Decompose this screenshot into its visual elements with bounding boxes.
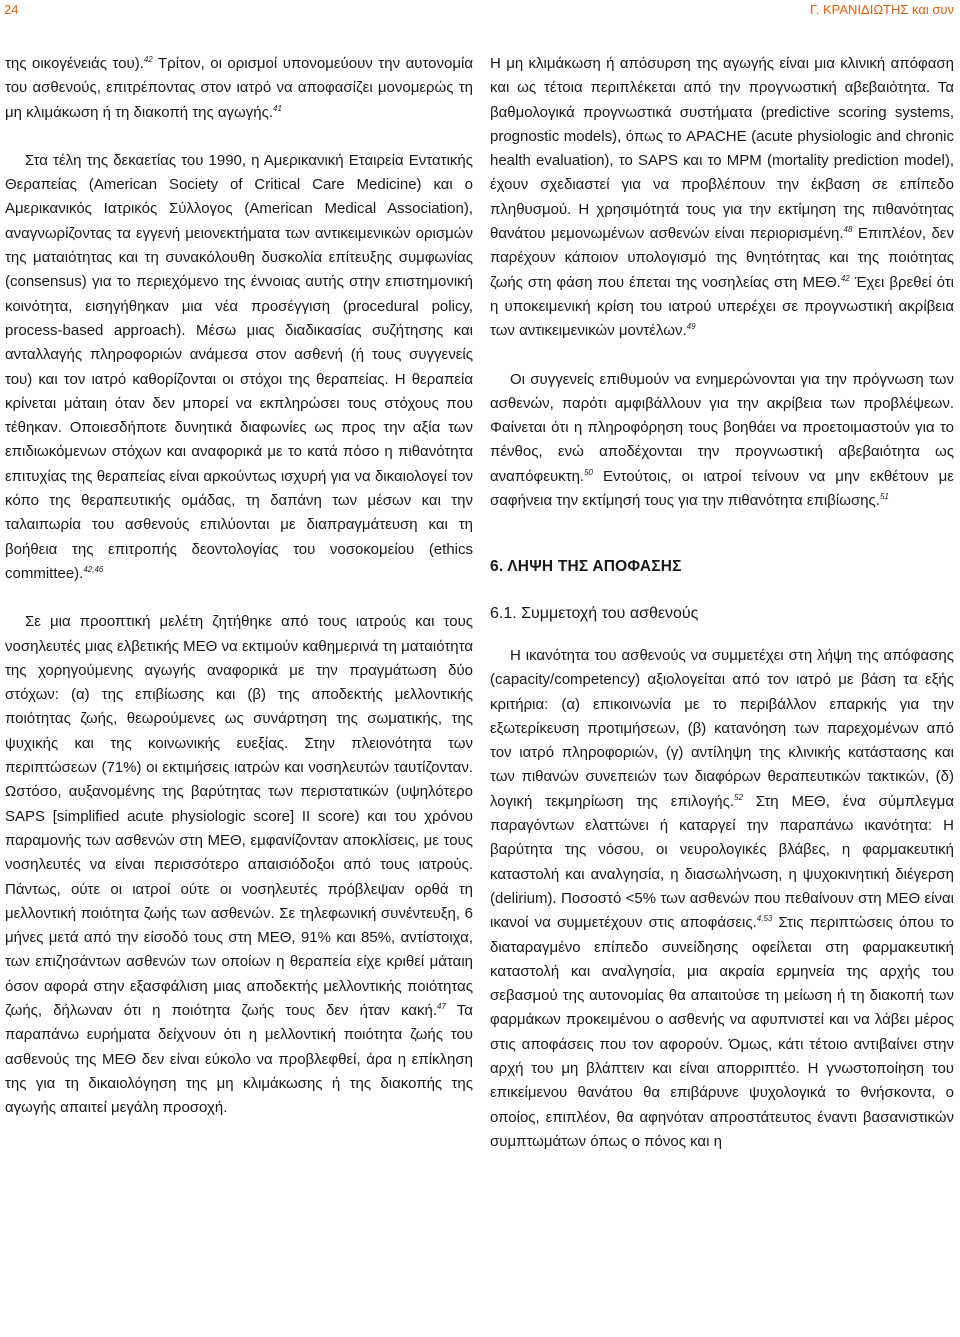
section-heading: 6. ΛΗΨΗ ΤΗΣ ΑΠΟΦΑΣΗΣ (490, 558, 682, 576)
page-number: 24 (4, 2, 19, 17)
paragraph: Οι συγγενείς επιθυμούν να ενημερώνονται για την πρόγνωση των ασθενών, παρότι αμφιβάλλουν για την ακρίβεια των προβλέψεων. Φαίνεται ότι η πληροφόρηση τους βοηθάει να προετοιμαστούν για το πένθος, ενώ αποδέχονται την προγνωστική αβεβαιότητα ως αναπόφευκτη.$^{50}$ Εντούτοις, οι ιατροί τείνουν να μην εκθέτουν με σαφήνεια την εκτίμησή τους για την πιθανότητα επιβίωσης.$^{51}$ (490, 370, 954, 510)
paragraph: Στα τέλη της δεκαετίας του 1990, η Αμερικανική Εταιρεία Εντατικής Θεραπείας (American Society of Critical Care Medicine) και ο Αμερικανικός Ιατρικός Σύλλογος (American Medical Association), αναγνωρίζοντας τα εγγενή μειονεκτήματα των αντικειμενικών ορισμών της ματαιότητας και τη συνακόλουθη δυσκολία επίτευξης συμφωνίας (consensus) για το περιεχόμενο της έννοιας αυτής στην επιστημονική κοινότητα, εισηγήθηκαν μια νέα προσέγγιση (procedural policy, process-based approach). Μέσω μιας διαδικασίας συζήτησης και ανταλλαγής πληροφοριών ανάμεσα στον ασθενή (ή τους συγγενείς του) και τον ιατρό καθορίζονται οι στόχοι της θεραπείας. Η θεραπεία κρίνεται μάταιη όταν δεν μπορεί να εκπληρώσει τους στόχους που τέθηκαν. Οποιεσδήποτε δυνητικά διαφωνίες ως προς την αξία των επιδιωκόμενων στόχων και αναφορικά με το κατά πόσο η πιθανότητα επιτυχίας της θεραπείας είναι αρκούντως ισχυρή για να δικαιολογεί τον κόπο της θεραπευτικής ομάδας, τη δαπάνη των μέσων και την ταλαιπωρία του ασθενούς επιλύονται με διαπραγμάτευση και τη βοήθεια της επιτροπής δεοντολογίας του νοσοκομείου (ethics committee).$^{42,46}$ (5, 151, 473, 582)
paragraph: Η μη κλιμάκωση ή απόσυρση της αγωγής είναι μια κλινική απόφαση και ως τέτοια περιπλέκεται από την προγνωστική αβεβαιότητα. Τα βαθμολογικά προγνωστικά συστήματα (predictive scoring systems, prognostic models), όπως το APACHE (acute physiologic and chronic health evaluation), το SAPS και το MPM (mortality prediction model), έχουν σχεδιαστεί για να προβλέπουν την έκβαση σε επίπεδο πληθυσμού. Η χρησιμότητά τους για την εκτίμηση της πιθανότητας θανάτου μεμονωμένων ασθενών είναι περιορισμένη.$^{48}$ Επιπλέον, δεν παρέχουν κάποιον υπολογισμό της θνητότητας και της ποιότητας ζωής στη φάση που έπεται της νοσηλείας στη ΜΕΘ.$^{42}$ Έχει βρεθεί ότι η υποκειμενική κρίση του ιατρού υπερέχει σε προγνωστική ακρίβεια των αντικειμενικών μοντέλων.$^{49}$ (490, 55, 954, 340)
right-column (490, 52, 954, 1154)
paragraph: Σε μια προοπτική μελέτη ζητήθηκε από τους ιατρούς και τους νοσηλευτές μιας ελβετικής ΜΕΘ να εκτιμούν καθημερινά τη ματαιότητα της χορηγούμενης αγωγής αναφορικά με την πραγμάτωση δύο στόχων: (α) της επιβίωσης και (β) της αποδεκτής μελλοντικής ποιότητας ζωής, θεωρούμενες ως συνάρτηση της σωματικής, της ψυχικής και της κοινωνικής ευεξίας. Στην πλειονότητα των περιπτώσεων (71%) οι εκτιμήσεις ιατρών και νοσηλευτών ταυτίζονταν. Ωστόσο, αυξανομένης της βαρύτητας των περιστατικών (υψηλότερο SAPS [simplified acute physiologic score] II score) και του χρόνου παραμονής των ασθενών στη ΜΕΘ, εμφανίζονταν αποκλίσεις, με τους νοσηλευτές να είναι περισσότερο απαισιόδοξοι από τους ιατρούς. Πάντως, ούτε οι ιατροί ούτε οι νοσηλευτές πρόβλεψαν ορθά τη μελλοντική ποιότητα ζωής των ασθενών. Σε τηλεφωνική συνέντευξη, 6 μήνες μετά από την είσοδό τους στη ΜΕΘ, 91% και 85%, αντίστοιχα, των επιζησάντων ασθενών των οποίων η θεραπεία είχε κριθεί μάταιη όσον αφορά στην εξασφάλιση μιας αποδεκτής μελλοντικής ποιότητας ζωής, δήλωναν ότι η ποιότητα ζωής τους δεν ήταν κακή.$^{47}$ Τα παραπάνω ευρήματα δείχνουν ότι η μελλοντική ποιότητα ζωής του ασθενούς της ΜΕΘ δεν είναι εύκολο να προβλεφθεί, άρα η επίκληση της για τη δικαιολόγηση της μη κλιμάκωσης ή της διακοπής της αγωγής απαιτεί μεγάλη προσοχή. (5, 613, 473, 1117)
running-head: Γ. ΚΡΑΝΙΔΙΩΤΗΣ και συν (810, 2, 954, 17)
paragraph: Η ικανότητα του ασθενούς να συμμετέχει στη λήψη της απόφασης (capacity/competency) αξιολογείται από τον ιατρό με βάση τα εξής κριτήρια: (α) επικοινωνία με το περιβάλλον επαρκής για την εξωτερίκευση προτιμήσεων, (β) κατανόηση των παρεχομένων από τον ιατρό πληροφοριών, (γ) αντίληψη της κλινικής κατάστασης και των πιθανών συνεπειών των διαφόρων θεραπευτικών τακτικών, (δ) λογική τεκμηρίωση της επιλογής.$^{52}$ Στη ΜΕΘ, ένα σύμπλεγμα παραγόντων ελαττώνει ή καταργεί την παραπάνω ικανότητα: Η βαρύτητα της νόσου, οι νευρολογικές βλάβες, η φαρμακευτική καταστολή και αναλγησία, η διασωλήνωση, η ψυχοκινητική διέγερση (delirium). Ποσοστό <5% των ασθενών που πεθαίνουν στη ΜΕΘ είναι ικανοί να συμμετέχουν στις αποφάσεις.$^{4,53}$ Στις περιπτώσεις όπου το διαταραγμένο επίπεδο συνείδησης οφείλεται στη φαρμακευτική καταστολή και αναλγησία, μια ακραία ερμηνεία της αρχής του σεβασμού της αυτονομίας θα απαιτούσε τη μείωση ή τη διακοπή των φαρμάκων προκειμένου ο ασθενής να αφυπνιστεί και να λάβει μέρος στις αποφάσεις που τον αφορούν. Όμως, κάτι τέτοιο αντιβαίνει στην αρχή του μη βλάπτειν και είναι απορριπτέο. Η γνωστοποίηση του επικείμενου θανάτου θα επιβάρυνε ψυχολογικά το θνήσκοντα, ο οποίος, επιπλέον, θα αφηνόταν απροστάτευτος έναντι βασανιστικών συμπτωμάτων όπως ο πόνος και η (490, 646, 954, 1150)
subsection-heading: 6.1. Συμμετοχή του ασθενούς (490, 604, 699, 622)
paragraph: της οικογένειάς του).$^{42}$ Τρίτον, οι ορισμοί υπονομεύουν την αυτονομία του ασθενούς, επιτρέποντας στον ιατρό να αποφασίζει μονομερώς τη μη κλιμάκωση ή τη διακοπή της αγωγής.$^{41}$ (5, 55, 473, 121)
left-column (5, 52, 473, 1120)
page-header (0, 0, 960, 40)
